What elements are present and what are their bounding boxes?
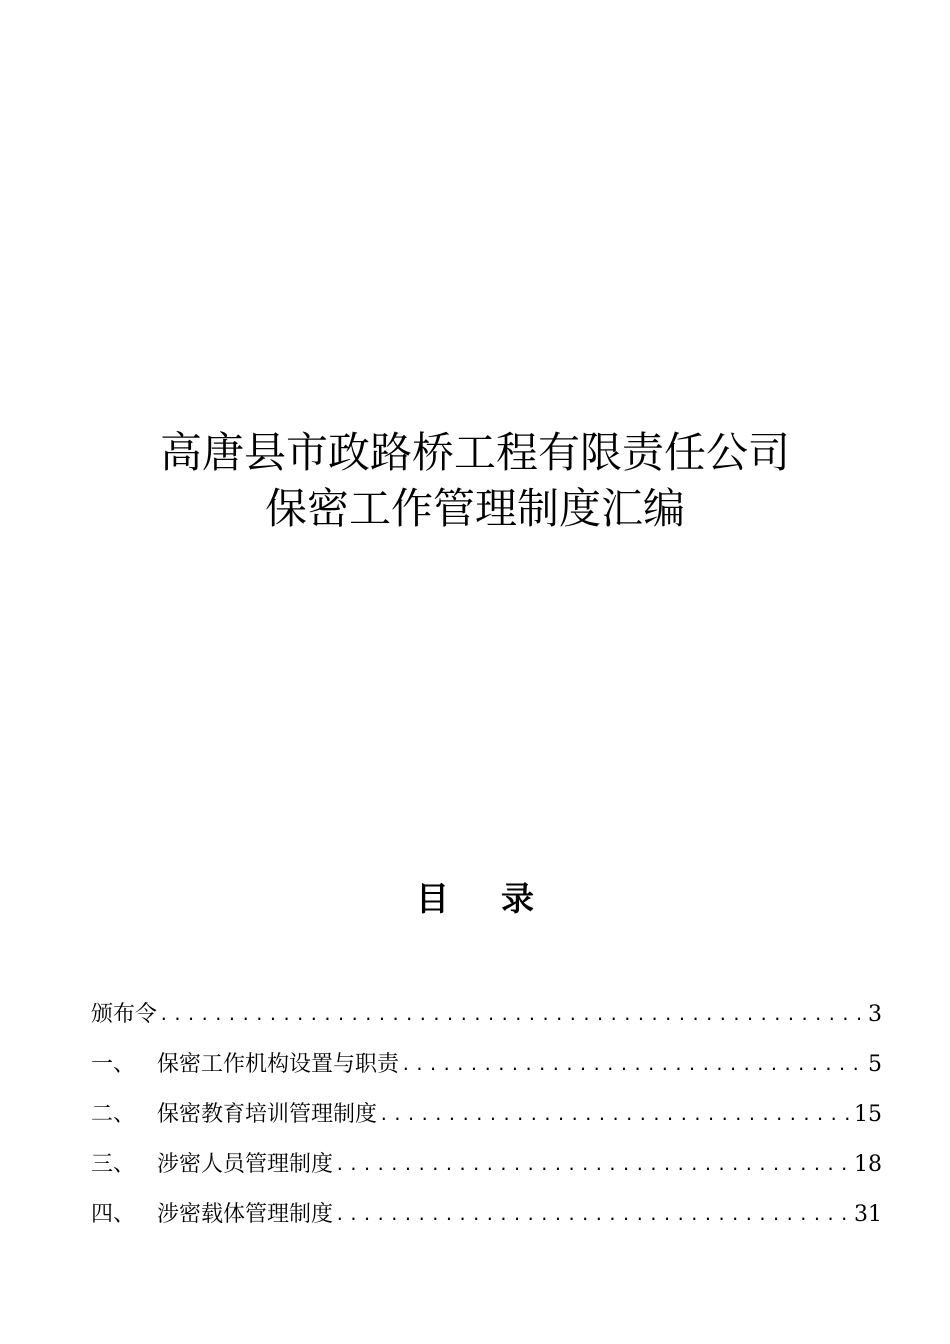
toc-entry-3[interactable] <box>91 1130 882 1180</box>
toc-entry-decree[interactable] <box>91 980 882 1030</box>
toc-entry-page: 5 <box>868 1052 882 1077</box>
toc-entry-number: 三、 <box>91 1152 136 1177</box>
table-of-contents <box>91 980 882 1230</box>
toc-leader-dots <box>399 1050 868 1080</box>
toc-entry-2[interactable] <box>91 1080 882 1130</box>
toc-entry-1[interactable] <box>91 1030 882 1080</box>
toc-entry-number: 二、 <box>91 1102 136 1127</box>
toc-leader-dots <box>157 1000 868 1030</box>
toc-entry-number: 一、 <box>91 1052 136 1077</box>
title-line-subject: 保密工作管理制度汇编 <box>264 484 685 533</box>
toc-leader-dots <box>333 1150 854 1180</box>
toc-entry-label: 涉密载体管理制度 <box>157 1202 334 1227</box>
toc-heading <box>0 874 950 924</box>
toc-entry-page: 31 <box>854 1202 882 1227</box>
toc-entry-number: 四、 <box>91 1202 136 1227</box>
toc-entry-label: 颁布令 <box>91 1002 158 1027</box>
toc-entry-label: 保密工作机构设置与职责 <box>157 1052 400 1077</box>
toc-entry-4[interactable] <box>91 1180 882 1230</box>
toc-entry-label: 涉密人员管理制度 <box>157 1152 334 1177</box>
toc-entry-page: 18 <box>854 1152 882 1177</box>
document-title <box>0 425 950 537</box>
toc-heading-char-2: 录 <box>501 879 534 918</box>
title-line-company: 高唐县市政路桥工程有限责任公司 <box>159 428 790 477</box>
toc-leader-dots <box>333 1200 854 1230</box>
toc-entry-page: 15 <box>854 1102 882 1127</box>
toc-entry-label: 保密教育培训管理制度 <box>157 1102 378 1127</box>
toc-heading-char-1: 目 <box>416 879 449 918</box>
toc-entry-page: 3 <box>868 1002 882 1027</box>
toc-leader-dots <box>377 1100 854 1130</box>
